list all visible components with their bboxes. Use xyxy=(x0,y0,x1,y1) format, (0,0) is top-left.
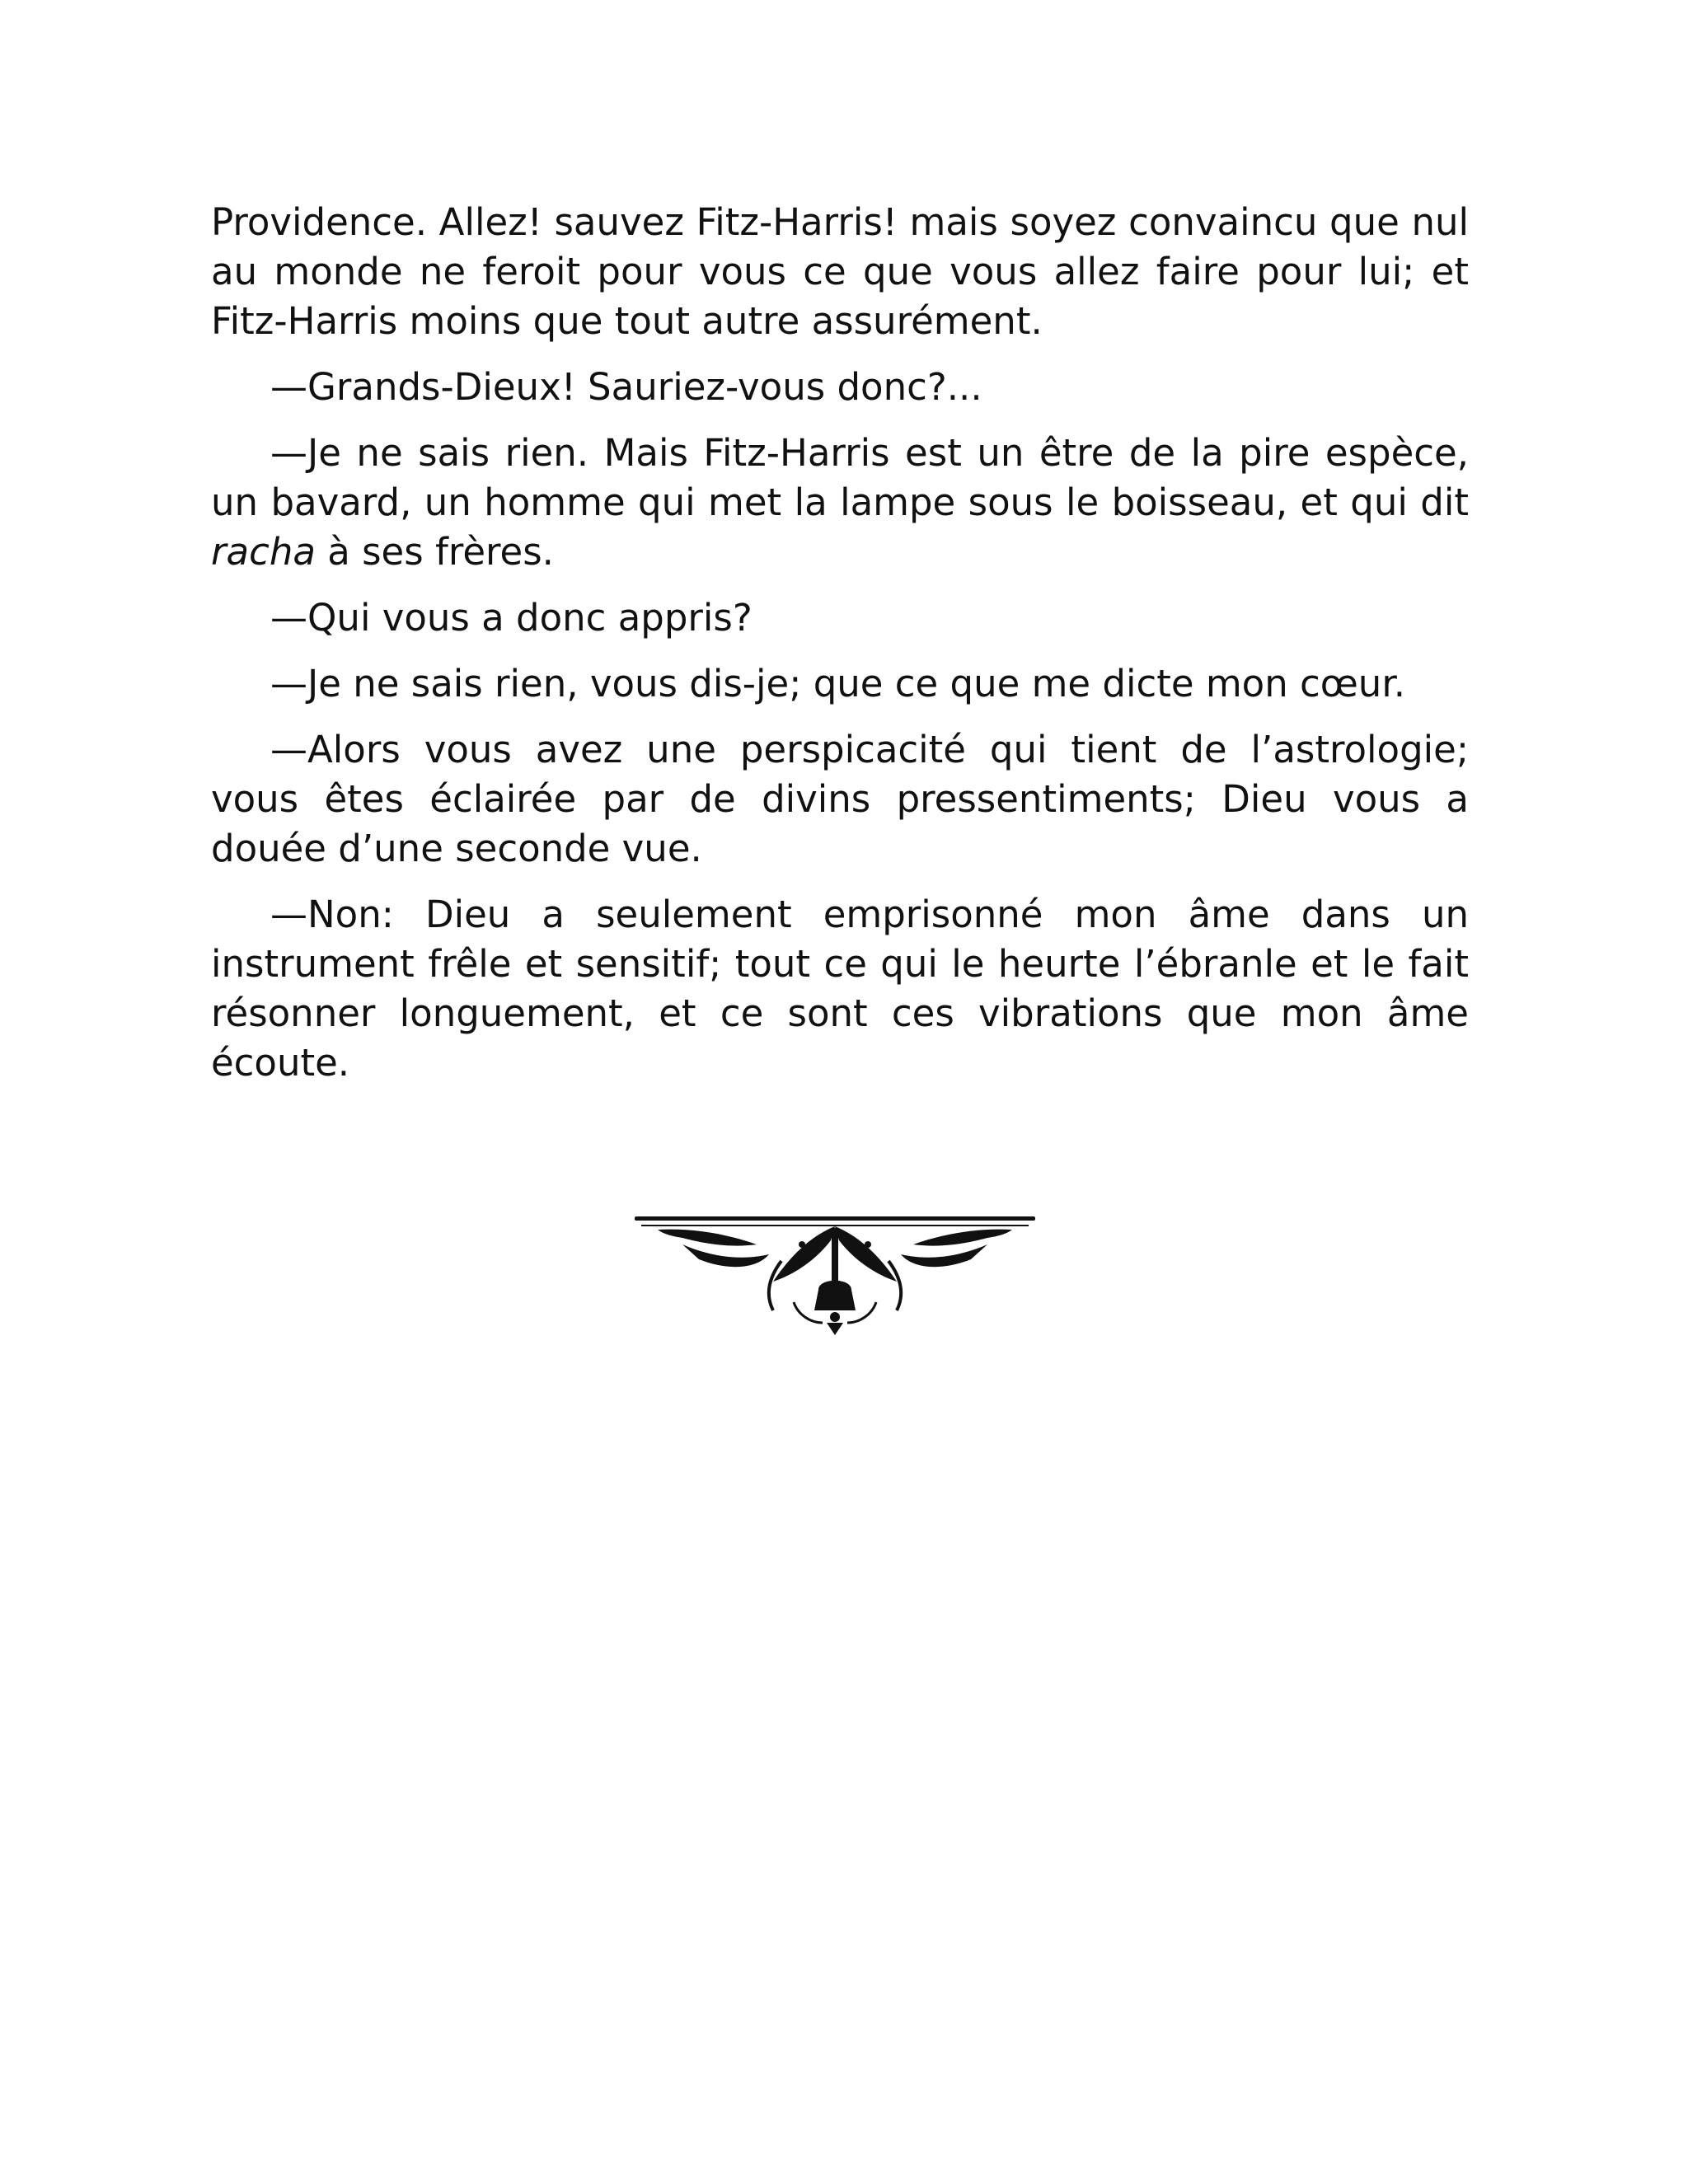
floral-tailpiece-icon xyxy=(633,1212,1037,1343)
paragraph-3-text-b: à ses frères. xyxy=(315,530,554,574)
paragraph-7: —Non: Dieu a seulement emprisonné mon âme dans un instrument frêle et sensitif; tout ce qui le heurte l’ébranle et le fait résonner longuement, et ce sont ces vibrations que mon âme écoute. xyxy=(211,893,1469,1085)
page-text xyxy=(211,198,1469,1104)
paragraph-4: —Qui vous a donc appris? xyxy=(270,596,753,640)
paragraph-6: —Alors vous avez une perspicacité qui tient de l’astrologie; vous êtes éclairée par de divins pressentiments; Dieu vous a douée d’une seconde vue. xyxy=(211,728,1469,870)
paragraph-1: Providence. Allez! sauvez Fitz-Harris! mais soyez convaincu que nul au monde ne feroit pour vous ce que vous allez faire pour lui; et Fitz-Harris moins que tout autre assurément. xyxy=(211,200,1469,343)
paragraph-2: —Grands-Dieux! Sauriez-vous donc?... xyxy=(270,365,982,409)
paragraph-3 xyxy=(211,429,1469,577)
paragraph-3-italic: racha xyxy=(211,530,316,574)
paragraph-5: —Je ne sais rien, vous dis-je; que ce que me dicte mon cœur. xyxy=(270,662,1406,705)
paragraph-3-text-a: —Je ne sais rien. Mais Fitz-Harris est un être de la pire espèce, un bavard, un homme qui met la lampe sous le boisseau, et qui dit xyxy=(211,431,1469,524)
